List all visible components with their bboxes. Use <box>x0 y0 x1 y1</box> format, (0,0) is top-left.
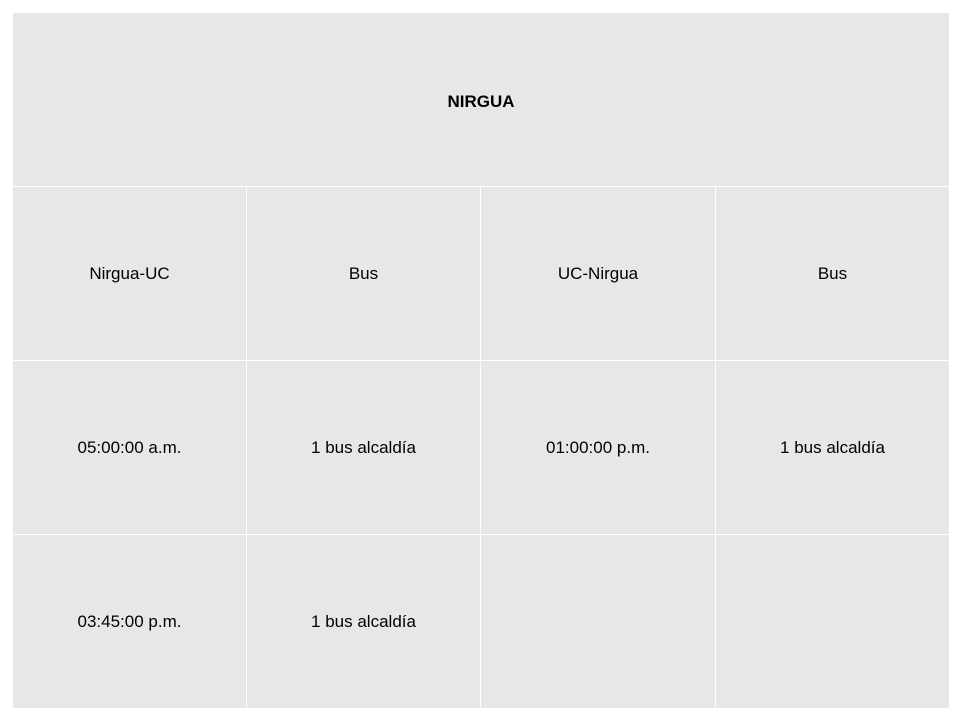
table-cell: 1 bus alcaldía <box>247 535 481 709</box>
table-cell: 05:00:00 a.m. <box>13 361 247 535</box>
table-cell: 03:45:00 p.m. <box>13 535 247 709</box>
header-row <box>13 187 950 361</box>
title-row <box>13 13 950 187</box>
table-title: NIRGUA <box>13 13 950 187</box>
table-cell: 01:00:00 p.m. <box>481 361 716 535</box>
table-row <box>13 535 950 709</box>
header-cell-nirgua-uc: Nirgua-UC <box>13 187 247 361</box>
schedule-table <box>12 12 950 709</box>
table-cell: 1 bus alcaldía <box>716 361 950 535</box>
table-row <box>13 361 950 535</box>
header-cell-bus-1: Bus <box>247 187 481 361</box>
table-cell: 1 bus alcaldía <box>247 361 481 535</box>
table-cell <box>716 535 950 709</box>
header-cell-uc-nirgua: UC-Nirgua <box>481 187 716 361</box>
table-cell <box>481 535 716 709</box>
header-cell-bus-2: Bus <box>716 187 950 361</box>
